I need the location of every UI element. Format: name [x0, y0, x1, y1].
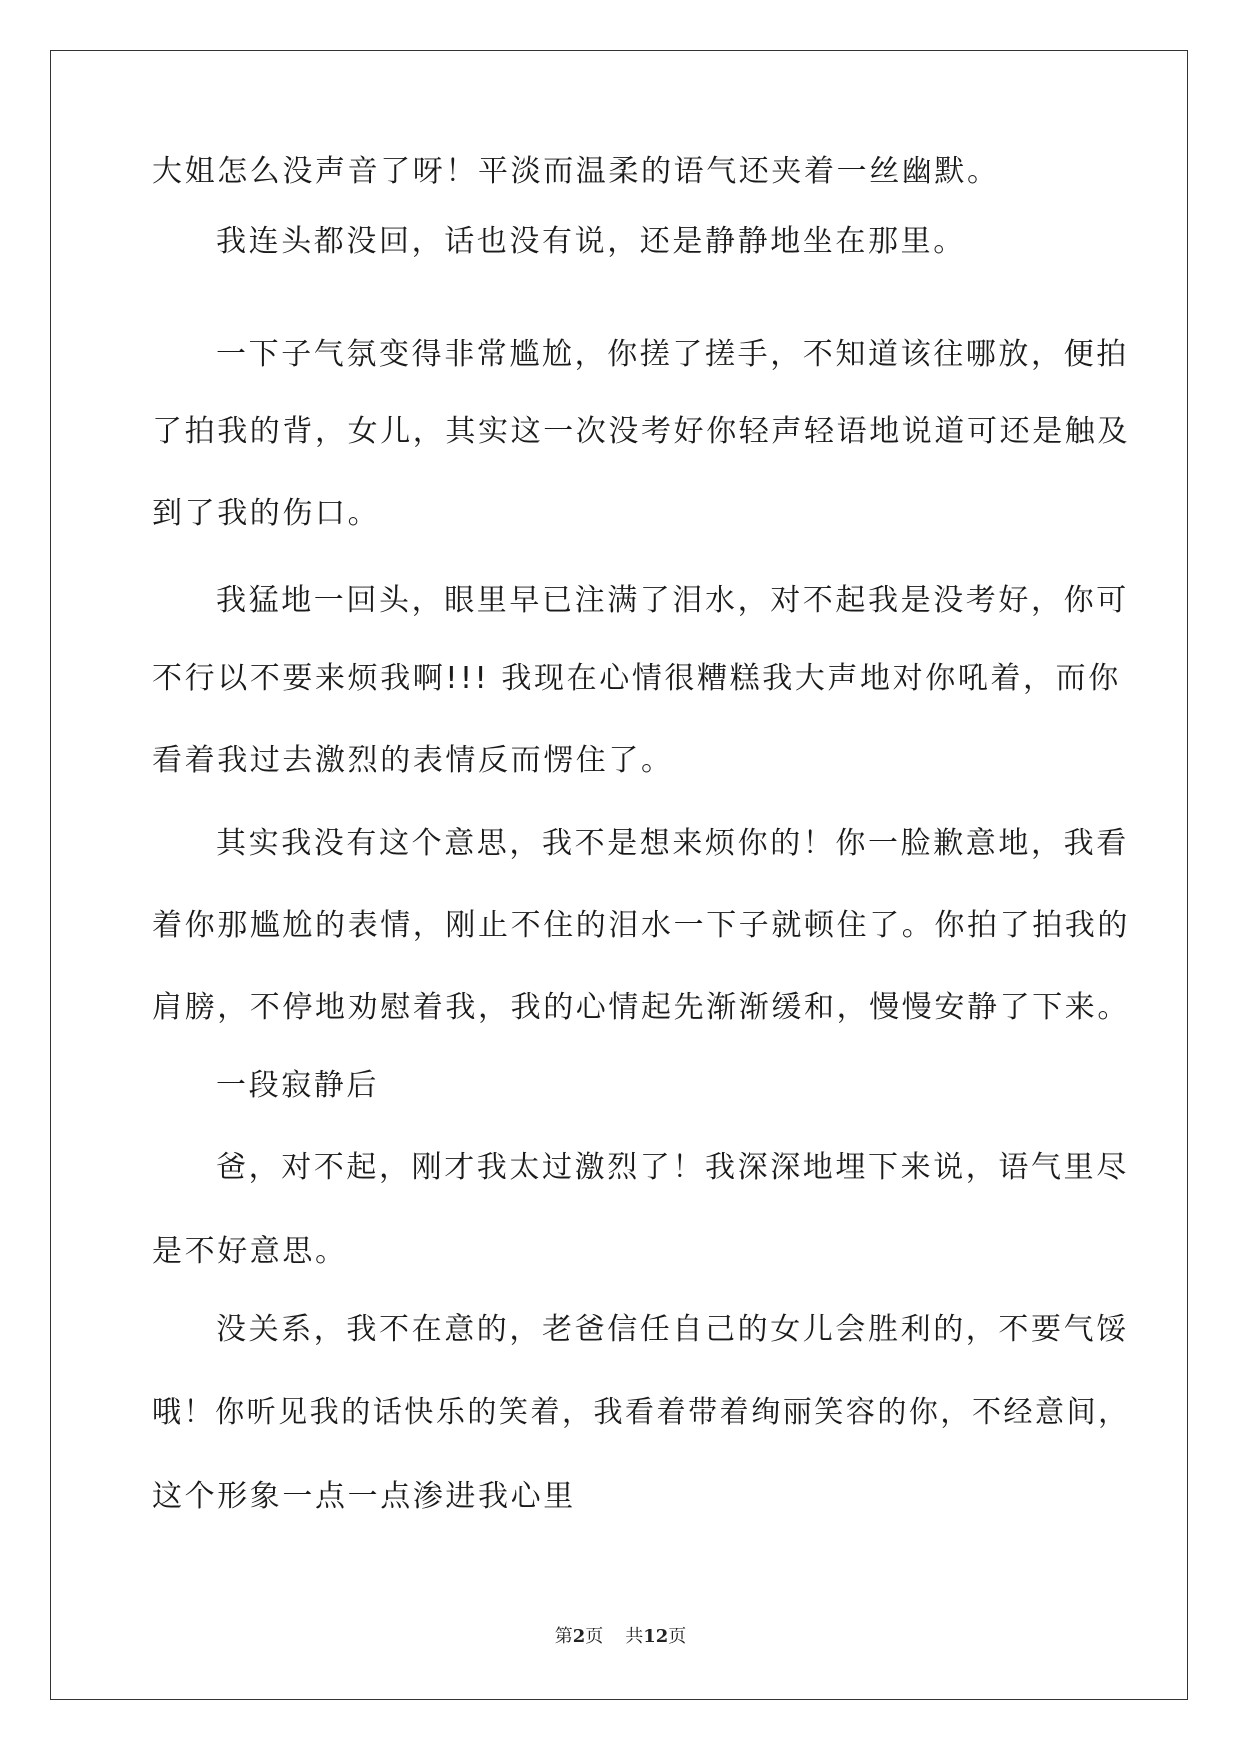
text-line: 这个形象一点一点渗进我心里: [152, 1479, 576, 1514]
text-line: 不行以不要来烦我啊!!! 我现在心情很糟糕我大声地对你吼着，而你: [152, 661, 1121, 696]
text-line: 其实我没有这个意思，我不是想来烦你的！你一脸歉意地，我看: [216, 826, 1129, 861]
total-prefix: 共: [625, 1626, 644, 1647]
text-line: 肩膀，不停地劝慰着我，我的心情起先渐渐缓和，慢慢安静了下来。: [152, 990, 1130, 1025]
text-line: 爸，对不起，刚才我太过激烈了！我深深地埋下来说，语气里尽: [216, 1150, 1129, 1185]
total-page-number: 12: [643, 1626, 669, 1647]
total-suffix: 页: [668, 1626, 687, 1647]
text-line: 到了我的伤口。: [152, 496, 381, 531]
page-suffix: 页: [585, 1626, 604, 1647]
page-prefix: 第: [554, 1626, 573, 1647]
text-line: 哦！你听见我的话快乐的笑着，我看着带着绚丽笑容的你，不经意间，: [152, 1395, 1130, 1430]
text-line: 大姐怎么没声音了呀！平淡而温柔的语气还夹着一丝幽默。: [152, 154, 1000, 189]
text-line: 我猛地一回头，眼里早已注满了泪水，对不起我是没考好，你可: [216, 583, 1129, 618]
text-line: 一段寂静后: [216, 1068, 379, 1103]
page-border: [50, 50, 1188, 1700]
total-pages-label: [625, 1626, 686, 1647]
text-line: 是不好意思。: [152, 1234, 348, 1269]
text-line: 着你那尴尬的表情，刚止不住的泪水一下子就顿住了。你拍了拍我的: [152, 908, 1130, 943]
text-line: 没关系，我不在意的，老爸信任自己的女儿会胜利的，不要气馁: [216, 1312, 1129, 1347]
page-number-label: [555, 1626, 604, 1647]
text-line: 一下子气氛变得非常尴尬，你搓了搓手，不知道该往哪放，便拍: [216, 337, 1129, 372]
current-page-number: 2: [572, 1626, 586, 1647]
text-line: 我连头都没回，话也没有说，还是静静地坐在那里。: [216, 224, 966, 259]
page-footer: [0, 1625, 1241, 1649]
text-line: 了拍我的背，女儿，其实这一次没考好你轻声轻语地说道可还是触及: [152, 414, 1130, 449]
text-line: 看着我过去激烈的表情反而愣住了。: [152, 743, 674, 778]
